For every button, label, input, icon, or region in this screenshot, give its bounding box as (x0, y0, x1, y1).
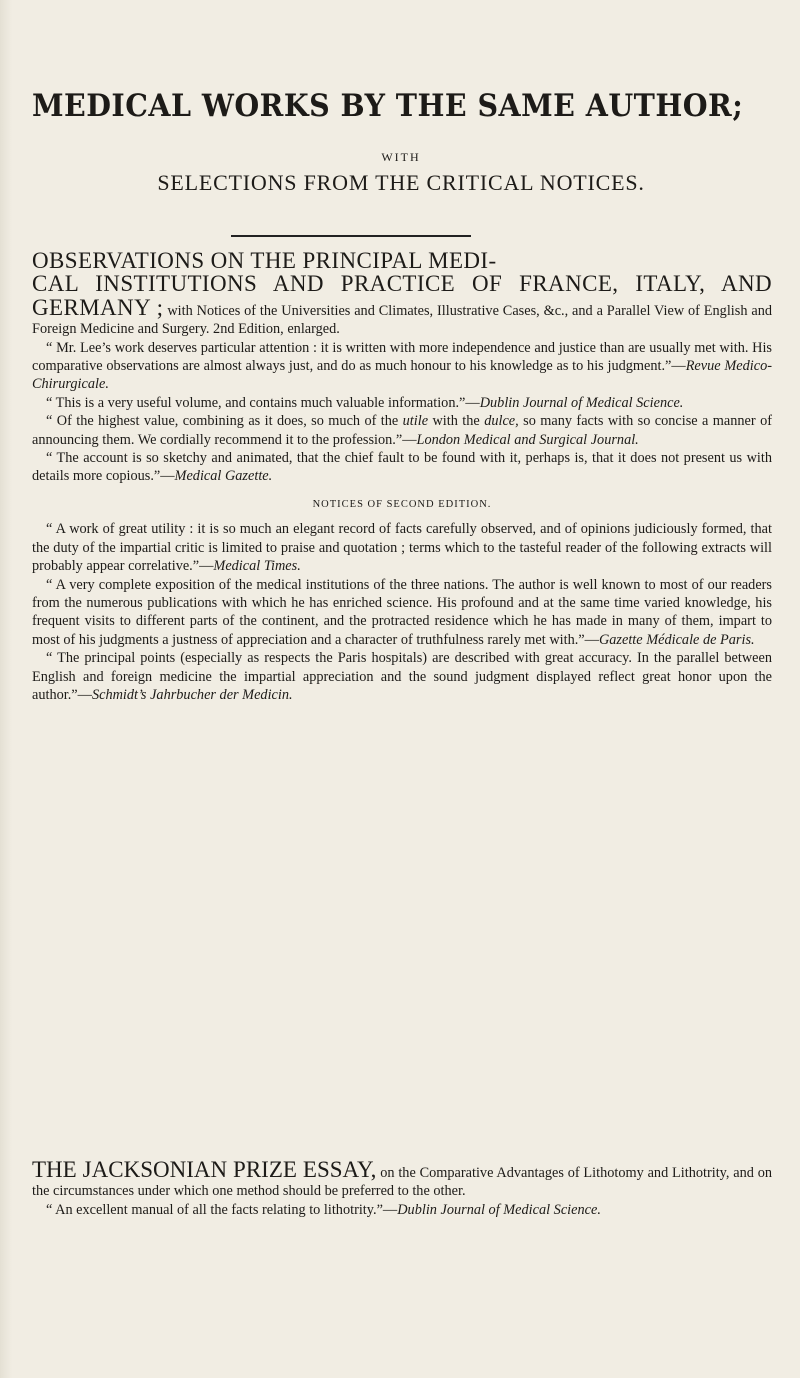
review-text: “ The principal points (especially as respects the Paris hospitals) are described with great accuracy. In the parallel between English and foreign medicine the impartial appreciation and the sound judgment displayed reflect great honor upon the author.”— (32, 650, 772, 703)
work1-heading-caps: CAL INSTITUTIONS AND PRACTICE OF FRANCE, ITALY, AND GERMANY ; (32, 271, 772, 320)
section-divider (231, 235, 471, 237)
review-emphasis-dulce: dulce, (484, 413, 519, 430)
work1-heading-main: OBSERVATIONS ON THE PRINCIPAL MEDI- (32, 248, 497, 273)
second-edition-review-2 (32, 576, 772, 650)
review-text: “ Mr. Lee’s work deserves particular attention : it is written with more independence and justice than are usually met with. His comparative observations are almost always just, and do as much honour to his knowledge as to his judgment.”— (32, 339, 772, 375)
second-edition-label: NOTICES OF SECOND EDITION. (312, 498, 492, 510)
review-3 (32, 412, 772, 449)
review-text: with the (428, 413, 485, 430)
review-source: Medical Gazette. (174, 468, 273, 485)
review-text: “ Of the highest value, combining as it does, so much of the (46, 413, 403, 430)
with-label: WITH (381, 150, 421, 164)
work2-heading-main: THE JACKSONIAN PRIZE ESSAY, (32, 1157, 377, 1182)
work2-heading-rest: on the Comparative Advantages of Lithotomy and Lithotrity, and on the circumstances under which one method should be preferred to the other. (32, 1165, 772, 1200)
review-text: “ This is a very useful volume, and contains much valuable information.”— (46, 394, 480, 411)
work2-heading (32, 1158, 772, 1201)
page-subtitle: SELECTIONS FROM THE CRITICAL NOTICES. (157, 170, 645, 195)
review-emphasis-utile: utile (402, 413, 429, 430)
second-edition-review-1 (32, 520, 772, 575)
review-1 (32, 339, 772, 394)
page-title: MEDICAL WORKS BY THE SAME AUTHOR; (32, 88, 744, 124)
work1-heading (32, 250, 772, 339)
review-source: Revue Medico-Chirurgicale. (32, 358, 772, 393)
review-text: “ The account is so sketchy and animated, that the chief fault to be found with it, perhaps is, that it does not present us with details more copious.”— (32, 450, 772, 485)
review-source: Dublin Journal of Medical Science. (397, 1201, 601, 1218)
work-observations (32, 250, 772, 704)
review-text: “ An excellent manual of all the facts relating to lithotrity.”— (46, 1201, 398, 1218)
review-text: “ A work of great utility : it is so much an elegant record of facts carefully observed, and of opinions judiciously formed, that the duty of the impartial critic is limited to praise and quotation ; terms which to the tasteful reader of the following extracts will probably appear correlative.”— (32, 521, 772, 575)
work1-heading-rest: with Notices of the Universities and Climates, Illustrative Cases, &c., and a Parallel View of English and Foreign Medicine and Surgery. 2nd Edition, enlarged. (32, 302, 772, 338)
work-jacksonian-essay (32, 1158, 772, 1219)
second-edition-review-3 (32, 649, 772, 704)
review-source: Gazette Médicale de Paris. (598, 631, 755, 648)
review-source: Dublin Journal of Medical Science. (479, 394, 684, 411)
review-source: Medical Times. (213, 558, 301, 575)
review-4 (32, 449, 772, 486)
page-edge-shadow (0, 0, 12, 1378)
review-2 (32, 394, 772, 412)
review-source: Schmidt’s Jahrbucher der Medicin. (91, 686, 293, 703)
review-source: London Medical and Surgical Journal. (416, 431, 639, 448)
review-text: so many facts with so concise a manner of announcing them. We cordially recommend it to the profession.”— (32, 413, 772, 448)
review-text: “ A very complete exposition of the medical institutions of the three nations. The author is well known to most of our readers from the numerous publications with which he has enriched science. His profound and at the same time varied knowledge, his frequent visits to different parts of the continent, and the protracted residence which he has made in many of them, impart to most of his judgments a justness of appreciation and a character of truthfulness rarely met with.”— (32, 576, 772, 648)
work2-review (32, 1201, 772, 1219)
